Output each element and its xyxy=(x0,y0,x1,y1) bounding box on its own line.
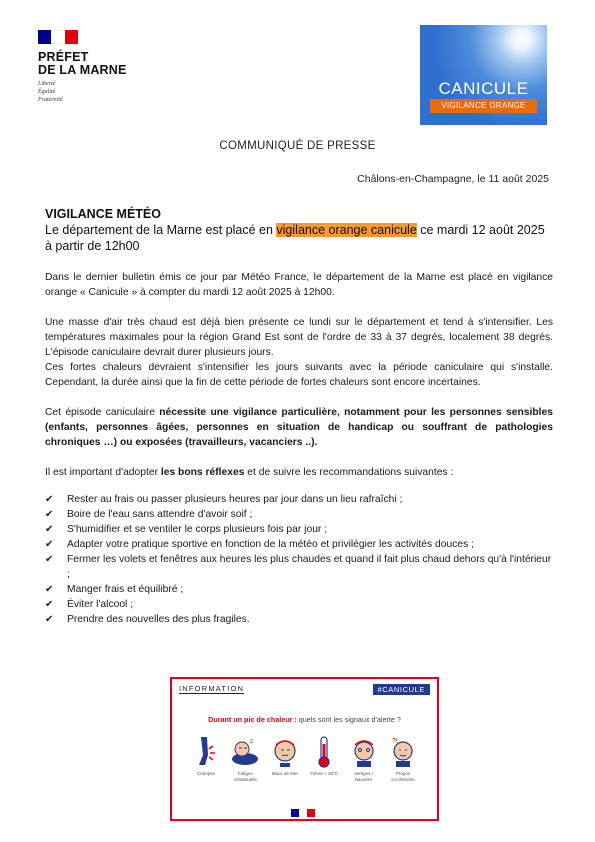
check-icon: ✔ xyxy=(45,539,54,550)
svg-text:z: z xyxy=(250,739,254,745)
infographic-question xyxy=(172,715,437,724)
fatigue-icon xyxy=(230,735,260,769)
paragraph-air-mass: Une masse d'air très chaud est déjà bien présente ce lundi sur le département et tend à s'intensifier. Les températures maximales pour la région Grand Est sont de l'ordre de 33 à 37 degrés, localement 38 degrés. L'épisode caniculaire devrait durer plusieurs jours. xyxy=(45,317,553,358)
list-item xyxy=(45,582,553,597)
recommendation-text: Adapter votre pratique sportive en fonction de la météo et privilégier les activités douces ; xyxy=(67,539,474,550)
list-item xyxy=(45,492,553,507)
vigilance-bold-text: nécessite une vigilance particulière, notamment pour les personnes sensibles (enfants, personnes âgées, personnes en situation de handicap ou souffrant de pathologies chroniques …) ou exposées (travailleurs, vacanciers ..). xyxy=(45,407,553,448)
reflexes-text-before: Il est important d'adopter xyxy=(45,467,161,478)
check-icon: ✔ xyxy=(45,599,54,610)
canicule-hashtag: #CANICULE xyxy=(373,684,431,695)
main-content xyxy=(45,206,553,627)
question-rest: quels sont les signaux d'alerte ? xyxy=(296,715,401,724)
reflexes-bold-text: les bons réflexes xyxy=(160,467,245,478)
heat-warning-infographic xyxy=(170,677,439,821)
mini-flag-icon xyxy=(291,809,315,817)
headline-title: VIGILANCE MÉTÉO xyxy=(45,207,161,221)
paragraph-vigilance xyxy=(45,405,553,450)
recommendation-text: S'humidifier et se ventiler le corps plusieurs fois par jour ; xyxy=(67,524,328,535)
press-release-label: COMMUNIQUÉ DE PRESSE xyxy=(219,140,376,152)
recommendation-text: Fermer les volets et fenêtres aux heures les plus chaudes et quand il fait plus chaud dehors qu'à l'intérieur ; xyxy=(67,554,552,580)
banner-subtitle: VIGILANCE ORANGE xyxy=(430,99,537,113)
headache-icon xyxy=(270,735,300,769)
check-icon: ✔ xyxy=(45,494,54,505)
headline-subtitle xyxy=(45,222,553,254)
republic-motto xyxy=(38,80,178,104)
check-icon: ✔ xyxy=(45,554,54,565)
warning-sign-cramps xyxy=(188,735,224,782)
canicule-banner xyxy=(420,25,547,125)
banner-title: CANICULE xyxy=(438,79,529,98)
information-tag: INFORMATION xyxy=(179,684,245,693)
date-line: Châlons-en-Champagne, le 11 août 2025 xyxy=(357,173,549,185)
check-icon: ✔ xyxy=(45,614,54,625)
motto-fraternite: Fraternité xyxy=(38,97,63,103)
vigilance-text: Cet épisode caniculaire xyxy=(45,407,160,418)
headline-highlight: vigilance orange canicule xyxy=(276,223,417,237)
check-icon: ✔ xyxy=(45,584,54,595)
list-item xyxy=(45,552,553,582)
confusion-caption: Propos incohérents xyxy=(391,771,415,782)
cramps-icon xyxy=(191,735,221,769)
motto-liberte: Liberté xyxy=(38,81,56,87)
recommendation-text: Rester au frais ou passer plusieurs heures par jour dans un lieu rafraîchi ; xyxy=(67,494,403,505)
headline-text-after: ce mardi 12 août 2025 à partir de 12h00 xyxy=(45,223,545,253)
warning-sign-fatigue xyxy=(227,735,263,782)
check-icon: ✔ xyxy=(45,524,54,535)
warning-sign-dizziness xyxy=(346,735,382,782)
svg-text:?!: ?! xyxy=(391,738,398,745)
warning-sign-headache xyxy=(267,735,303,782)
headline-text-before: Le département de la Marne est placé en xyxy=(45,223,277,237)
prefecture-name-line-1: PRÉFET xyxy=(38,50,89,64)
paragraph-bulletin: Dans le dernier bulletin émis ce jour par Météo France, le département de la Marne est placé en vigilance orange « Canicule » à compter du mardi 12 août 2025 à 12h00. xyxy=(45,272,553,298)
dizziness-caption: Vertiges / Nausées xyxy=(354,771,373,782)
warning-signs-row xyxy=(188,735,421,782)
recommendation-text: Éviter l'alcool ; xyxy=(67,599,134,610)
recommendation-text: Prendre des nouvelles des plus fragiles. xyxy=(67,614,250,625)
check-icon: ✔ xyxy=(45,509,54,520)
list-item xyxy=(45,612,553,627)
list-item xyxy=(45,522,553,537)
reflexes-text-after: et de suivre les recommandations suivantes : xyxy=(244,467,454,478)
warning-sign-fever xyxy=(306,735,342,782)
fever-caption: Fièvre > 38°C xyxy=(310,771,339,776)
recommendation-text: Manger frais et équilibré ; xyxy=(67,584,184,595)
question-bold: Durant un pic de chaleur : xyxy=(208,715,297,724)
thermometer-icon xyxy=(309,735,339,769)
list-item xyxy=(45,537,553,552)
cramps-caption: Crampes xyxy=(196,771,216,776)
motto-egalite: Égalité xyxy=(38,89,56,95)
prefecture-logo xyxy=(38,30,178,104)
confusion-icon xyxy=(388,735,418,769)
dizziness-icon xyxy=(349,735,379,769)
paragraph-reflexes xyxy=(45,465,553,480)
warning-sign-confusion xyxy=(385,735,421,782)
fatigue-caption: Fatigue inhabituelle xyxy=(234,771,257,782)
headache-caption: Maux de tête xyxy=(271,771,298,776)
prefecture-name-line-2: DE LA MARNE xyxy=(38,63,127,77)
paragraph-heat-intensify: Ces fortes chaleurs devraient s'intensifier les jours suivants avec la période caniculaire qui s'installe. Cependant, la durée ainsi que la fin de cette période de fortes chaleurs sont encore incertaines. xyxy=(45,362,553,388)
recommendations-list xyxy=(45,492,553,627)
marianne-flag-icon xyxy=(38,30,78,44)
recommendation-text: Boire de l'eau sans attendre d'avoir soif ; xyxy=(67,509,253,520)
list-item xyxy=(45,597,553,612)
list-item xyxy=(45,507,553,522)
